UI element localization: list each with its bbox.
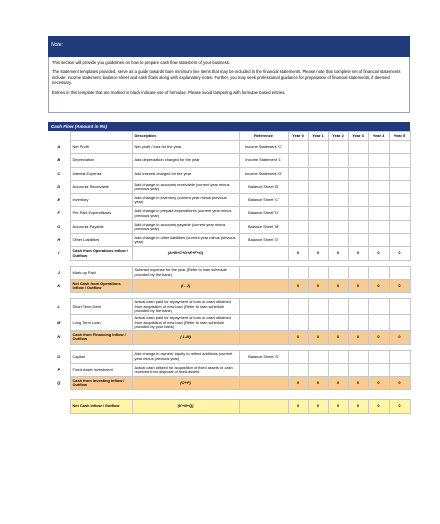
year-value: 0 [308, 331, 328, 344]
table-row-subtotal [48, 247, 410, 260]
year-value: 0 [308, 247, 328, 260]
row-description: Add change in accounts payable (current year minus previous year) [132, 220, 239, 233]
row-description: Add change in inventory (current year minus previous year) [132, 194, 239, 207]
row-key: D [57, 183, 61, 189]
year-value: 0 [328, 400, 348, 413]
year-cell[interactable] [288, 154, 308, 167]
year-cell[interactable] [328, 154, 348, 167]
table-row [48, 266, 410, 279]
row-key: E [57, 197, 61, 203]
row-reference[interactable]: Balance Sheet 'D' [239, 207, 288, 220]
row-key: H [57, 237, 61, 243]
year-cell[interactable] [389, 363, 410, 376]
header-row [48, 132, 410, 141]
year-cell[interactable] [348, 154, 368, 167]
row-description: Add interest charged for the year [132, 167, 239, 180]
year-value: 0 [368, 400, 389, 413]
year-cell[interactable] [308, 194, 328, 207]
row-key: L [57, 303, 60, 309]
year-value: 0 [288, 279, 308, 292]
note-paragraph-3: Entries in this template that are marked in black indicate use of formulae. Please avoid tampering with formulae based entries. [52, 89, 286, 95]
row-item: Cash from Investing Inflow / Outflow [70, 377, 132, 390]
table-row-total [48, 377, 410, 390]
year-cell[interactable] [389, 299, 410, 315]
note-box [48, 57, 410, 113]
row-item: Other Liabilities [70, 234, 132, 247]
header-year-5: Year 5 [389, 132, 410, 141]
row-key: M [57, 319, 61, 325]
table-row [48, 299, 410, 315]
year-cell[interactable] [328, 194, 348, 207]
header-year-0: Year 0 [288, 132, 308, 141]
year-cell[interactable] [368, 180, 389, 193]
row-description: Add change in accounts receivable (current year minus previous year) [132, 180, 239, 193]
year-value: 0 [288, 247, 308, 260]
row-formula: (I - J) [132, 279, 239, 292]
table-row-net-cash [48, 400, 410, 413]
row-item: Capital [70, 350, 132, 363]
year-value: 0 [308, 377, 328, 390]
table-row [48, 234, 410, 247]
table-row-total [48, 279, 410, 292]
row-item: Accounts Receivable [70, 180, 132, 193]
year-value: 0 [348, 400, 368, 413]
year-value: 0 [389, 247, 410, 260]
year-cell[interactable] [368, 154, 389, 167]
header-description: Description [132, 132, 239, 141]
year-value: 0 [308, 400, 328, 413]
year-value: 0 [389, 377, 410, 390]
year-cell[interactable] [328, 350, 348, 363]
row-reference[interactable]: Income Statement 'L' [239, 154, 288, 167]
row-item: Depreciation [70, 154, 132, 167]
row-description: Add depreciation charged for the year [132, 154, 239, 167]
table-row [48, 315, 410, 331]
year-cell[interactable] [348, 234, 368, 247]
year-cell[interactable] [328, 141, 348, 154]
year-cell[interactable] [348, 350, 368, 363]
header-reference: Reference [239, 132, 288, 141]
year-cell[interactable] [288, 350, 308, 363]
year-cell[interactable] [389, 220, 410, 233]
year-cell[interactable] [389, 234, 410, 247]
year-cell[interactable] [288, 315, 308, 331]
row-key: N [57, 334, 61, 340]
year-cell[interactable] [328, 180, 348, 193]
year-cell[interactable] [348, 180, 368, 193]
year-cell[interactable] [348, 194, 368, 207]
row-item: Mark-up Paid [70, 266, 132, 279]
row-description: Add change in owners' equity to reflect additions (current year minus previous year) [132, 350, 239, 363]
year-cell[interactable] [328, 299, 348, 315]
table-row [48, 167, 410, 180]
row-description: Actual cash paid for repayment of loan or cash obtained from acquisition of new loan (Refer to loan schedule provided by the bank) [132, 299, 239, 315]
year-cell[interactable] [308, 234, 328, 247]
table-row [48, 207, 410, 220]
note-title: Note: [48, 36, 410, 57]
year-value: 0 [348, 247, 368, 260]
year-cell[interactable] [308, 220, 328, 233]
row-key: K [57, 282, 61, 288]
year-value: 0 [288, 377, 308, 390]
year-value: 0 [368, 331, 389, 344]
row-reference[interactable]: Balance Sheet 'S' [239, 350, 288, 363]
year-cell[interactable] [368, 141, 389, 154]
row-reference[interactable]: Balance Sheet 'M' [239, 220, 288, 233]
row-formula: (O+P) [132, 377, 239, 390]
table-row [48, 363, 410, 376]
row-key: C [57, 170, 61, 176]
year-cell[interactable] [348, 220, 368, 233]
table-row [48, 220, 410, 233]
row-reference[interactable]: Balance Sheet 'O' [239, 234, 288, 247]
row-reference[interactable]: Balance Sheet 'C' [239, 194, 288, 207]
row-item: Inventory [70, 194, 132, 207]
row-formula: ( L-M) [132, 331, 239, 344]
row-item: Cash from Financing Inflow / Outflow [70, 331, 132, 344]
year-cell[interactable] [308, 167, 328, 180]
year-cell[interactable] [389, 154, 410, 167]
year-value: 0 [368, 279, 389, 292]
row-description: Net profit / loss for the year [132, 141, 239, 154]
year-cell[interactable] [308, 141, 328, 154]
year-cell[interactable] [348, 299, 368, 315]
row-description: Actual cash utilized for acquisition of fixed assets or cash received from disposal of fixed assets [132, 363, 239, 376]
year-cell[interactable] [389, 167, 410, 180]
year-cell[interactable] [348, 266, 368, 279]
year-cell[interactable] [308, 299, 328, 315]
row-key: F [57, 210, 60, 216]
row-item: Net Cash from Operations Inflow / Outflow [70, 279, 132, 292]
year-cell[interactable] [389, 194, 410, 207]
cash-flow-title: Cash Flow (Amount in Rs) [48, 122, 410, 131]
year-cell[interactable] [368, 363, 389, 376]
year-cell[interactable] [368, 167, 389, 180]
year-cell[interactable] [288, 167, 308, 180]
year-value: 0 [389, 279, 410, 292]
table-row [48, 180, 410, 193]
year-value: 0 [348, 331, 368, 344]
year-cell[interactable] [288, 234, 308, 247]
table-row-total [48, 331, 410, 344]
year-cell[interactable] [348, 315, 368, 331]
year-cell[interactable] [288, 299, 308, 315]
year-value: 0 [348, 377, 368, 390]
year-cell[interactable] [308, 363, 328, 376]
row-reference[interactable]: Balance Sheet 'B' [239, 180, 288, 193]
year-cell[interactable] [288, 220, 308, 233]
table-row [48, 350, 410, 363]
table-row [48, 141, 410, 154]
year-cell[interactable] [348, 363, 368, 376]
row-description: Add change in prepaid expenditures (current year minus previous year) [132, 207, 239, 220]
row-item: Long Term Loan [70, 315, 132, 331]
row-formula: (A+B+C+D+E+F+G) [132, 247, 239, 260]
year-cell[interactable] [389, 207, 410, 220]
year-cell[interactable] [308, 315, 328, 331]
row-key: O [57, 353, 61, 359]
year-cell[interactable] [308, 350, 328, 363]
year-cell[interactable] [389, 180, 410, 193]
row-item: Cash from Operations Inflow / Outflow [70, 247, 132, 260]
row-reference[interactable]: Income Statement 'O' [239, 167, 288, 180]
row-key: P [57, 366, 61, 372]
row-key: I [58, 250, 60, 256]
year-cell[interactable] [368, 220, 389, 233]
year-cell[interactable] [368, 299, 389, 315]
year-cell[interactable] [368, 207, 389, 220]
header-year-4: Year 4 [368, 132, 389, 141]
year-cell[interactable] [288, 207, 308, 220]
row-item: Fixed Asset Investment [70, 363, 132, 376]
year-cell[interactable] [288, 363, 308, 376]
row-item: Interest Expense [70, 167, 132, 180]
year-value: 0 [368, 247, 389, 260]
row-reference[interactable]: Income Statement 'C' [239, 141, 288, 154]
row-item: Net Cash Inflow / Outflow [70, 400, 132, 413]
table-row [48, 154, 410, 167]
header-year-2: Year 2 [328, 132, 348, 141]
year-value: 0 [328, 331, 348, 344]
year-cell[interactable] [348, 167, 368, 180]
year-cell[interactable] [368, 234, 389, 247]
year-cell[interactable] [308, 180, 328, 193]
row-key: J [57, 269, 60, 275]
year-value: 0 [328, 247, 348, 260]
row-key: G [57, 223, 61, 229]
year-value: 0 [389, 400, 410, 413]
row-item: Accounts Payable [70, 220, 132, 233]
year-cell[interactable] [368, 315, 389, 331]
year-cell[interactable] [328, 315, 348, 331]
year-cell[interactable] [308, 207, 328, 220]
year-cell[interactable] [288, 266, 308, 279]
year-cell[interactable] [288, 141, 308, 154]
year-cell[interactable] [328, 363, 348, 376]
row-key: Q [57, 380, 61, 386]
note-paragraph-2: The statement templates provided, serve as a guide towards bare minimum line items that may be included in the financial statements. Please note that complete set of financial statements include: income statement, balance sheet and cash flows along with explanatory notes. Further, you may seek professional guidance for preparation of financial statements, if deemed necessary. [52, 69, 401, 86]
row-description: Actual cash paid for repayment of loan or cash obtained from acquisition of new loan (Refer to loan schedule provided by your bank) [132, 315, 239, 331]
year-value: 0 [328, 279, 348, 292]
row-key: A [57, 143, 61, 149]
year-cell[interactable] [368, 194, 389, 207]
row-item: Short Term Debt [70, 299, 132, 315]
year-cell[interactable] [328, 266, 348, 279]
year-cell[interactable] [328, 234, 348, 247]
year-cell[interactable] [288, 194, 308, 207]
year-value: 0 [288, 400, 308, 413]
year-cell[interactable] [328, 167, 348, 180]
row-item: Net Profit [70, 141, 132, 154]
year-cell[interactable] [328, 207, 348, 220]
year-value: 0 [288, 331, 308, 344]
note-paragraph-1: This section will provide you guidelines on how to prepare cash flow statement of your business. [52, 60, 231, 65]
year-cell[interactable] [348, 207, 368, 220]
year-value: 0 [328, 377, 348, 390]
row-description: Subtract expense for the year (Refer to loan schedule provided by the bank) [132, 266, 239, 279]
cash-flow-table [48, 131, 411, 414]
table-row [48, 194, 410, 207]
year-value: 0 [368, 377, 389, 390]
year-cell[interactable] [389, 315, 410, 331]
year-cell[interactable] [368, 266, 389, 279]
header-year-1: Year 1 [308, 132, 328, 141]
year-cell[interactable] [308, 154, 328, 167]
row-formula: (K+N+Q) [132, 400, 239, 413]
year-cell[interactable] [308, 266, 328, 279]
year-value: 0 [389, 331, 410, 344]
row-item: Pre Paid Expenditures [70, 207, 132, 220]
year-value: 0 [308, 279, 328, 292]
header-year-3: Year 3 [348, 132, 368, 141]
year-cell[interactable] [389, 141, 410, 154]
year-cell[interactable] [348, 141, 368, 154]
year-cell[interactable] [389, 266, 410, 279]
year-cell[interactable] [288, 180, 308, 193]
year-cell[interactable] [389, 350, 410, 363]
year-cell[interactable] [368, 350, 389, 363]
year-cell[interactable] [328, 220, 348, 233]
year-value: 0 [348, 279, 368, 292]
row-description: Add change in other liabilities (current year minus previous year) [132, 234, 239, 247]
row-key: B [57, 157, 61, 163]
